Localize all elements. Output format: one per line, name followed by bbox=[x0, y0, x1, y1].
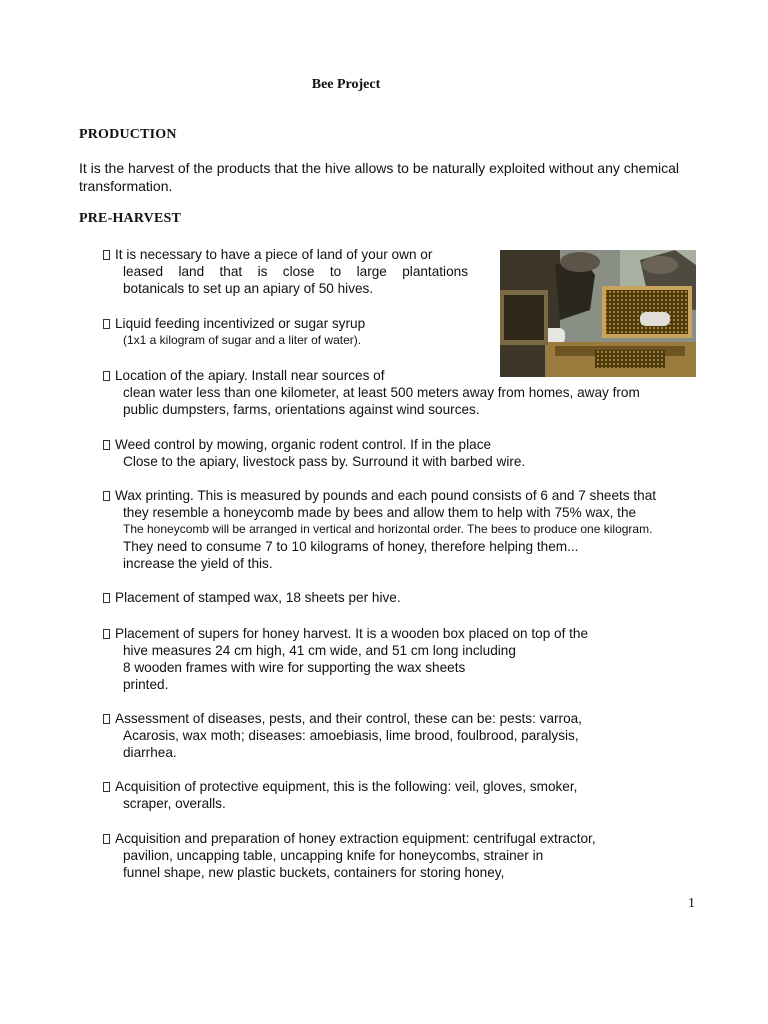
item-line: (1x1 a kilogram of sugar and a liter of water). bbox=[123, 333, 362, 347]
item-line: Weed control by mowing, organic rodent control. If in the place bbox=[115, 437, 492, 452]
page-number: 1 bbox=[688, 896, 695, 911]
heading-production: PRODUCTION bbox=[79, 127, 177, 142]
item-line: funnel shape, new plastic buckets, containers for storing honey, bbox=[123, 865, 505, 880]
item-line: Acarosis, wax moth; diseases: amoebiasis, lime brood, foulbrood, paralysis, bbox=[123, 728, 579, 743]
item-line: leased land that is close to large plantations bbox=[123, 264, 468, 279]
item-line: scraper, overalls. bbox=[123, 796, 226, 811]
item-line: printed. bbox=[123, 677, 169, 692]
document-title: Bee Project bbox=[311, 77, 381, 92]
item-line: they resemble a honeycomb made by bees and allow them to help with 75% wax, the bbox=[123, 505, 637, 520]
box-glyph-icon bbox=[103, 782, 110, 792]
list-item bbox=[103, 246, 468, 297]
item-line: Location of the apiary. Install near sources of bbox=[115, 368, 385, 383]
item-line: Wax printing. This is measured by pounds and each pound consists of 6 and 7 sheets that bbox=[115, 488, 657, 503]
box-glyph-icon bbox=[103, 714, 110, 724]
list-item bbox=[103, 487, 715, 572]
list-item bbox=[103, 436, 603, 470]
item-line: public dumpsters, farms, orientations against wind sources. bbox=[123, 402, 480, 417]
list-item bbox=[103, 830, 683, 881]
box-glyph-icon bbox=[103, 371, 110, 381]
item-line: They need to consume 7 to 10 kilograms of honey, therefore helping them... bbox=[123, 539, 579, 554]
list-item bbox=[103, 589, 503, 606]
item-line: pavilion, uncapping table, uncapping knife for honeycombs, strainer in bbox=[123, 848, 544, 863]
item-line: Assessment of diseases, pests, and their control, these can be: pests: varroa, bbox=[115, 711, 582, 726]
box-glyph-icon bbox=[103, 834, 110, 844]
box-glyph-icon bbox=[103, 250, 110, 260]
beekeeping-photo bbox=[500, 250, 696, 377]
item-line: botanicals to set up an apiary of 50 hives. bbox=[123, 281, 374, 296]
list-item bbox=[103, 625, 663, 693]
item-line: Placement of stamped wax, 18 sheets per hive. bbox=[115, 590, 401, 605]
item-line: It is necessary to have a piece of land of your own or bbox=[115, 247, 433, 262]
list-item bbox=[103, 778, 663, 812]
item-line: Placement of supers for honey harvest. It is a wooden box placed on top of the bbox=[115, 626, 589, 641]
item-line: Liquid feeding incentivized or sugar syrup bbox=[115, 316, 366, 331]
production-paragraph: It is the harvest of the products that the hive allows to be naturally exploited without any chemical transformation. bbox=[79, 160, 679, 194]
box-glyph-icon bbox=[103, 319, 110, 329]
list-item bbox=[103, 315, 403, 349]
item-line: hive measures 24 cm high, 41 cm wide, and 51 cm long including bbox=[123, 643, 516, 658]
box-glyph-icon bbox=[103, 629, 110, 639]
item-line: diarrhea. bbox=[123, 745, 177, 760]
box-glyph-icon bbox=[103, 593, 110, 603]
box-glyph-icon bbox=[103, 440, 110, 450]
box-glyph-icon bbox=[103, 491, 110, 501]
item-line: increase the yield of this. bbox=[123, 556, 273, 571]
item-line: Acquisition of protective equipment, this is the following: veil, gloves, smoker, bbox=[115, 779, 578, 794]
item-line: clean water less than one kilometer, at least 500 meters away from homes, away from bbox=[123, 385, 640, 400]
list-item bbox=[103, 710, 663, 761]
list-item bbox=[103, 367, 693, 418]
item-line: 8 wooden frames with wire for supporting the wax sheets bbox=[123, 660, 466, 675]
heading-pre-harvest: PRE-HARVEST bbox=[79, 211, 182, 226]
item-line: Acquisition and preparation of honey extraction equipment: centrifugal extractor, bbox=[115, 831, 596, 846]
item-line: The honeycomb will be arranged in vertical and horizontal order. The bees to produce one kilogram. bbox=[123, 522, 653, 536]
item-line: Close to the apiary, livestock pass by. Surround it with barbed wire. bbox=[123, 454, 526, 469]
